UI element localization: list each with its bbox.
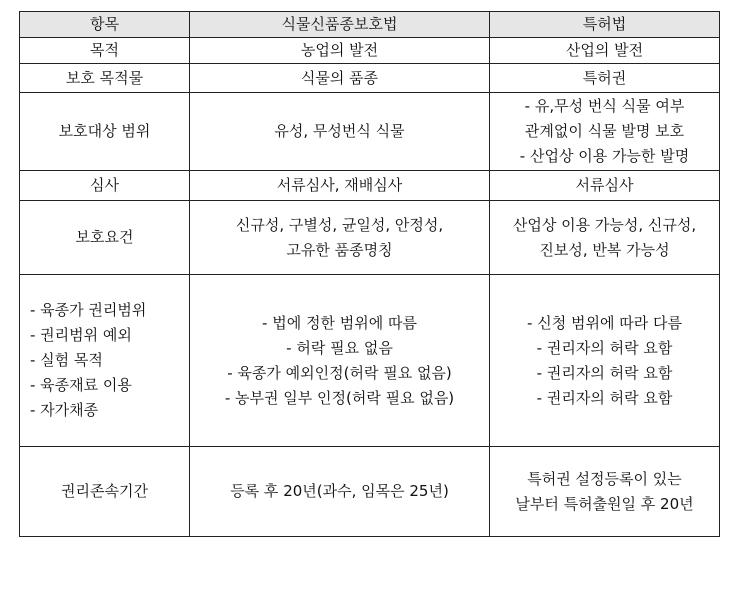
cell-line: 보호요건 xyxy=(75,228,134,246)
cell-line: 식물의 품종 xyxy=(300,68,379,87)
cell-plant xyxy=(190,64,490,93)
cell-line: 보호 목적물 xyxy=(65,68,144,87)
cell-line: 등록 후 20년(과수, 임목은 25년) xyxy=(230,482,449,500)
table-row-breeder-rights xyxy=(20,275,720,447)
cell-item xyxy=(20,64,190,93)
cell-line: 산업상 이용 가능성, 신규성, xyxy=(512,215,697,234)
cell-line: - 육종가 권리범위 xyxy=(30,301,147,319)
cell-line: 심사 xyxy=(90,176,119,194)
cell-plant xyxy=(190,275,490,447)
cell-line: - 실험 목적 xyxy=(30,351,103,369)
cell-line: 서류심사, 재배심사 xyxy=(276,176,403,194)
cell-line: - 농부권 일부 인정(허락 필요 없음) xyxy=(224,388,455,407)
cell-item xyxy=(20,38,190,64)
cell-item xyxy=(20,93,190,171)
cell-line: - 권리자의 허락 요함 xyxy=(536,388,673,407)
cell-item xyxy=(20,275,190,447)
cell-plant xyxy=(190,447,490,537)
table-row-purpose xyxy=(20,38,720,64)
header-item: 항목 xyxy=(20,12,190,38)
cell-plant xyxy=(190,171,490,201)
cell-line: 서류심사 xyxy=(575,176,634,194)
table-row-protected-subject xyxy=(20,64,720,93)
header-patent-act: 특허법 xyxy=(490,12,720,38)
cell-line: 진보성, 반복 가능성 xyxy=(539,240,670,259)
cell-line: 산업의 발전 xyxy=(565,41,644,59)
cell-line: - 육종재료 이용 xyxy=(30,376,132,394)
table-row-duration xyxy=(20,447,720,537)
cell-line: - 신청 범위에 따라 다름 xyxy=(527,313,682,332)
cell-item xyxy=(20,171,190,201)
cell-patent xyxy=(490,275,720,447)
cell-patent xyxy=(490,93,720,171)
table-row-protection-requirements xyxy=(20,201,720,275)
cell-line: 날부터 특허출원일 후 20년 xyxy=(515,494,694,513)
cell-line: - 권리자의 허락 요함 xyxy=(536,363,673,382)
cell-item xyxy=(20,447,190,537)
cell-line: 유성, 무성번식 식물 xyxy=(274,122,405,140)
cell-line: 특허권 설정등록이 있는 xyxy=(527,469,682,488)
cell-line: - 권리범위 예외 xyxy=(30,326,132,344)
cell-line: - 유,무성 번식 식물 여부 xyxy=(524,97,685,115)
cell-patent xyxy=(490,201,720,275)
cell-line: 권리존속기간 xyxy=(61,482,148,500)
cell-plant xyxy=(190,38,490,64)
header-row xyxy=(20,12,720,38)
cell-plant xyxy=(190,201,490,275)
cell-line: - 자가채종 xyxy=(30,401,99,419)
comparison-table xyxy=(19,11,720,537)
cell-line: 목적 xyxy=(90,41,119,59)
cell-line: 관계없이 식물 발명 보호 xyxy=(524,122,685,140)
cell-patent xyxy=(490,171,720,201)
cell-line: - 산업상 이용 가능한 발명 xyxy=(519,147,690,165)
cell-line: 신규성, 구별성, 균일성, 안정성, xyxy=(235,215,444,234)
cell-line: 보호대상 범위 xyxy=(58,122,151,140)
cell-item xyxy=(20,201,190,275)
cell-line: 농업의 발전 xyxy=(300,41,379,59)
cell-patent xyxy=(490,447,720,537)
table-row-protection-scope xyxy=(20,93,720,171)
cell-plant xyxy=(190,93,490,171)
cell-patent xyxy=(490,38,720,64)
header-plant-variety-act: 식물신품종보호법 xyxy=(190,12,490,38)
cell-line: 고유한 품종명칭 xyxy=(286,240,393,259)
cell-line: - 권리자의 허락 요함 xyxy=(536,338,673,357)
cell-patent xyxy=(490,64,720,93)
cell-line: - 육종가 예외인정(허락 필요 없음) xyxy=(227,363,452,382)
cell-line: - 법에 정한 범위에 따름 xyxy=(262,313,417,332)
cell-line: 특허권 xyxy=(582,68,627,87)
comparison-table-body xyxy=(20,12,720,537)
table-row-examination xyxy=(20,171,720,201)
cell-line: - 허락 필요 없음 xyxy=(286,338,393,357)
